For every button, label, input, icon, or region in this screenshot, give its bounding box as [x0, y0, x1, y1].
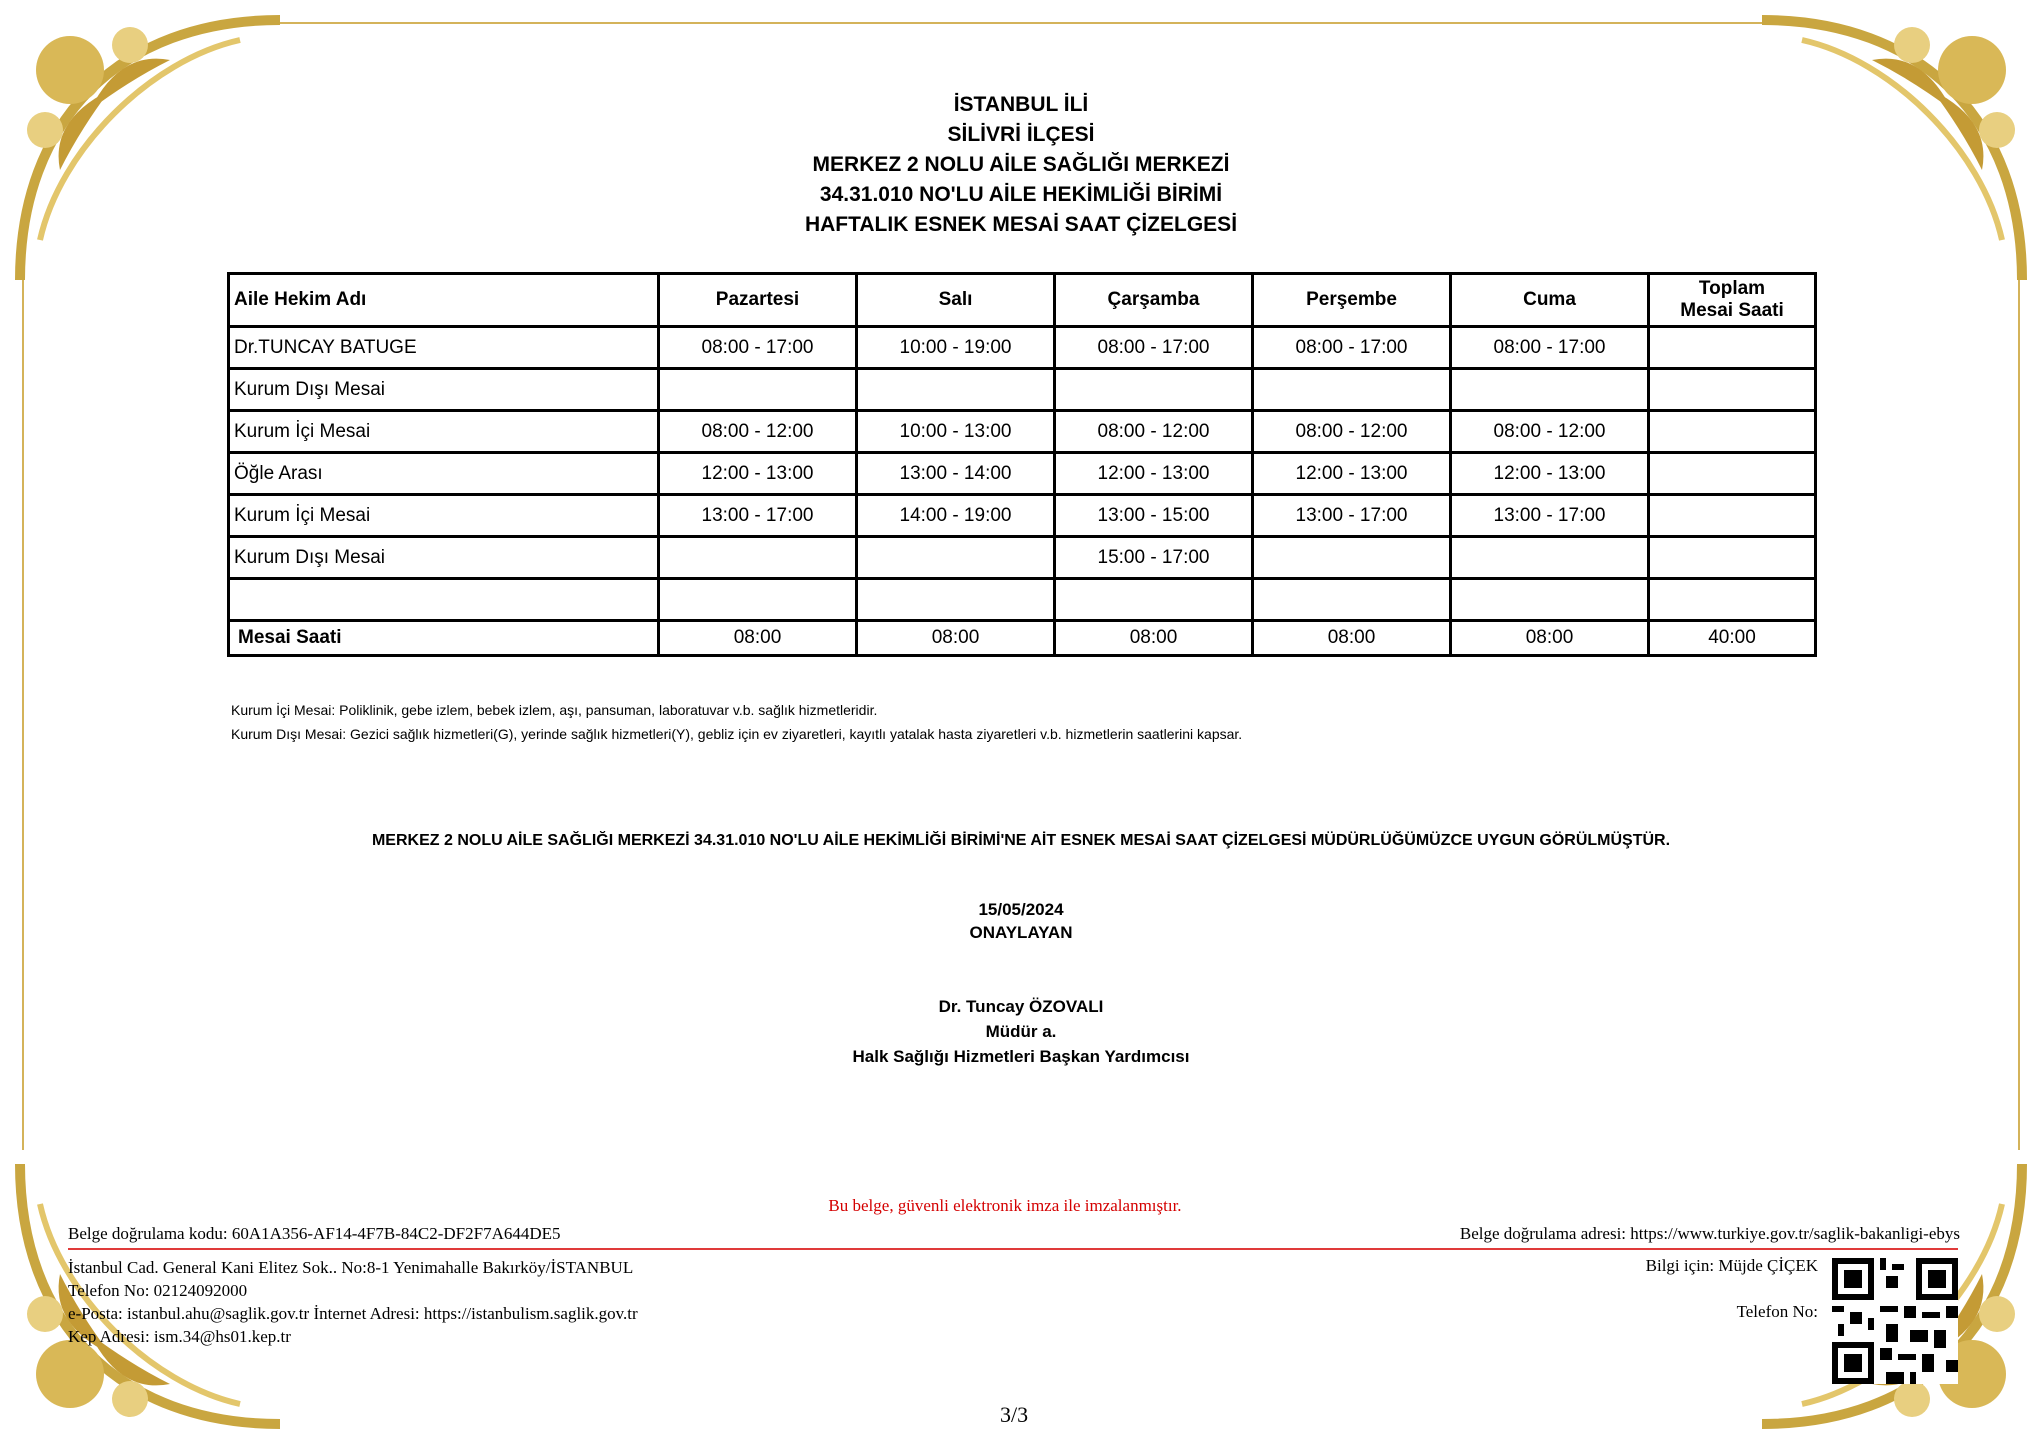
document-header [0, 90, 2042, 240]
cell-thursday: 12:00 - 13:00 [1253, 453, 1451, 495]
row-label: Kurum Dışı Mesai [229, 537, 659, 579]
cell-friday: 13:00 - 17:00 [1451, 495, 1649, 537]
table-row [229, 495, 1816, 537]
cell-wednesday: 08:00 - 17:00 [1055, 327, 1253, 369]
cell-tuesday: 13:00 - 14:00 [857, 453, 1055, 495]
table-row [229, 537, 1816, 579]
cell-wednesday: 12:00 - 13:00 [1055, 453, 1253, 495]
table-header-row [229, 274, 1816, 327]
cell-thursday: 08:00 - 17:00 [1253, 327, 1451, 369]
cell-monday [659, 369, 857, 411]
cell-wednesday: 08:00 - 12:00 [1055, 411, 1253, 453]
cell-thursday [1253, 369, 1451, 411]
cell-monday: 08:00 - 12:00 [659, 411, 857, 453]
qr-code-icon [1832, 1258, 1958, 1384]
approver-department: Halk Sağlığı Hizmetleri Başkan Yardımcısı [852, 1047, 1190, 1066]
column-header-wednesday: Çarşamba [1055, 274, 1253, 327]
table-row [229, 411, 1816, 453]
table-row [229, 369, 1816, 411]
header-unit: 34.31.010 NO'LU AİLE HEKİMLİĞİ BİRİMİ [819, 183, 1223, 206]
total-row-label: Mesai Saati [229, 621, 659, 656]
cell-total [1649, 579, 1816, 621]
column-header-total [1649, 274, 1816, 327]
cell-wednesday: 15:00 - 17:00 [1055, 537, 1253, 579]
cell-monday [659, 537, 857, 579]
header-district: SİLİVRİ İLÇESİ [947, 123, 1095, 146]
row-label [229, 579, 659, 621]
cell-thursday [1253, 579, 1451, 621]
cell-total [1649, 537, 1816, 579]
cell-tuesday: 10:00 - 13:00 [857, 411, 1055, 453]
note-external: Kurum Dışı Mesai: Gezici sağlık hizmetleri(G), yerinde sağlık hizmetleri(Y), gebliz için ev ziyaretleri, kayıtlı yatalak hasta ziyaretleri v.b. hizmetlerin saatlerini kapsar. [231, 726, 1243, 742]
cell-total [1649, 495, 1816, 537]
approval-date-block [0, 898, 2042, 944]
footer-divider [68, 1248, 1958, 1250]
note-internal: Kurum İçi Mesai: Poliklinik, gebe izlem, bebek izlem, aşı, pansuman, laboratuvar v.b. sağlık hizmetleridir. [231, 702, 878, 718]
column-header-tuesday: Salı [857, 274, 1055, 327]
cell-monday: 13:00 - 17:00 [659, 495, 857, 537]
verify-code: Belge doğrulama kodu: 60A1A356-AF14-4F7B-84C2-DF2F7A644DE5 [68, 1224, 561, 1243]
approver-name: Dr. Tuncay ÖZOVALI [938, 997, 1104, 1016]
total-cell-monday: 08:00 [659, 621, 857, 656]
total-header-line1: Toplam [1698, 278, 1766, 299]
table-row [229, 453, 1816, 495]
header-center: MERKEZ 2 NOLU AİLE SAĞLIĞI MERKEZİ [812, 153, 1230, 176]
total-cell-thursday: 08:00 [1253, 621, 1451, 656]
column-header-doctor: Aile Hekim Adı [229, 274, 659, 327]
column-header-thursday: Perşembe [1253, 274, 1451, 327]
cell-wednesday: 13:00 - 15:00 [1055, 495, 1253, 537]
cell-thursday [1253, 537, 1451, 579]
cell-thursday: 13:00 - 17:00 [1253, 495, 1451, 537]
cell-monday: 08:00 - 17:00 [659, 327, 857, 369]
cell-monday [659, 579, 857, 621]
total-cell-total: 40:00 [1649, 621, 1816, 656]
info-phone: Telefon No: [1736, 1302, 1818, 1321]
cell-total [1649, 453, 1816, 495]
kep-address: Kep Adresi: ism.34@hs01.kep.tr [68, 1327, 291, 1346]
email: e-Posta: istanbul.ahu@saglik.gov.tr İnternet Adresi: https://istanbulism.saglik.gov.tr [68, 1304, 638, 1323]
cell-monday: 12:00 - 13:00 [659, 453, 857, 495]
approval-date: 15/05/2024 [978, 900, 1064, 919]
cell-total [1649, 411, 1816, 453]
cell-tuesday [857, 537, 1055, 579]
approval-label: ONAYLAYAN [969, 923, 1073, 942]
row-label: Kurum İçi Mesai [229, 495, 659, 537]
cell-tuesday: 10:00 - 19:00 [857, 327, 1055, 369]
row-label: Öğle Arası [229, 453, 659, 495]
cell-wednesday [1055, 369, 1253, 411]
total-cell-wednesday: 08:00 [1055, 621, 1253, 656]
total-cell-tuesday: 08:00 [857, 621, 1055, 656]
row-label: Kurum Dışı Mesai [229, 369, 659, 411]
contact-block [68, 1256, 638, 1348]
page-number: 3/3 [1000, 1402, 1029, 1427]
esign-note: Bu belge, güvenli elektronik imza ile imzalanmıştır. [828, 1196, 1182, 1215]
info-contact: Bilgi için: Müjde ÇİÇEK [1645, 1256, 1818, 1275]
cell-total [1649, 369, 1816, 411]
cell-friday: 08:00 - 12:00 [1451, 411, 1649, 453]
cell-friday [1451, 537, 1649, 579]
cell-tuesday [857, 579, 1055, 621]
total-cell-friday: 08:00 [1451, 621, 1649, 656]
cell-thursday: 08:00 - 12:00 [1253, 411, 1451, 453]
table-row [229, 579, 1816, 621]
frame-top-line [220, 22, 1820, 24]
total-header-line2: Mesai Saati [1680, 300, 1784, 321]
cell-tuesday [857, 369, 1055, 411]
cell-friday [1451, 369, 1649, 411]
address: İstanbul Cad. General Kani Elitez Sok.. No:8-1 Yenimahalle Bakırköy/İSTANBUL [68, 1258, 634, 1277]
verify-address: Belge doğrulama adresi: https://www.turkiye.gov.tr/saglik-bakanligi-ebys [1459, 1224, 1960, 1243]
table-row [229, 327, 1816, 369]
approval-statement: MERKEZ 2 NOLU AİLE SAĞLIĞI MERKEZİ 34.31.010 NO'LU AİLE HEKİMLİĞİ BİRİMİ'NE AİT ESNEK MESAİ SAAT ÇİZELGESİ MÜDÜRLÜĞÜMÜZCE UYGUN GÖRÜLMÜŞTÜR. [371, 832, 1671, 849]
notes [231, 698, 1242, 746]
schedule-table [227, 272, 1817, 657]
cell-total [1649, 327, 1816, 369]
signature-block [0, 994, 2042, 1069]
total-row [229, 621, 1816, 656]
header-province: İSTANBUL İLİ [953, 93, 1089, 116]
cell-wednesday [1055, 579, 1253, 621]
phone: Telefon No: 02124092000 [68, 1281, 248, 1300]
cell-friday: 12:00 - 13:00 [1451, 453, 1649, 495]
cell-friday: 08:00 - 17:00 [1451, 327, 1649, 369]
approver-role: Müdür a. [985, 1022, 1057, 1041]
row-label: Dr.TUNCAY BATUGE [229, 327, 659, 369]
cell-tuesday: 14:00 - 19:00 [857, 495, 1055, 537]
cell-friday [1451, 579, 1649, 621]
header-title: HAFTALIK ESNEK MESAİ SAAT ÇİZELGESİ [804, 213, 1238, 236]
row-label: Kurum İçi Mesai [229, 411, 659, 453]
column-header-monday: Pazartesi [659, 274, 857, 327]
column-header-friday: Cuma [1451, 274, 1649, 327]
